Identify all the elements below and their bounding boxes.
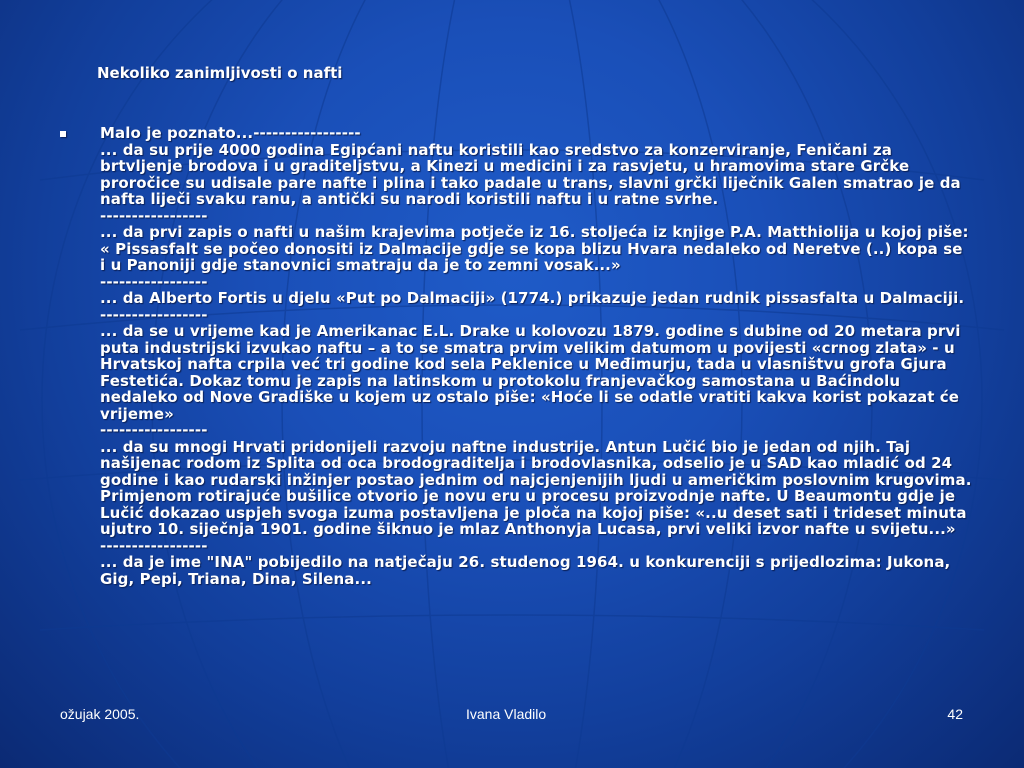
paragraph-5: ... da su mnogi Hrvati pridonijeli razvoju naftne industrije. Antun Lučić bio je jedan od njih. Taj našijenac rodom iz Splita od oca brodograditelja i brodovlasnika, odselio je u SAD kao mladić od 24 godine i kao rudarski inžinjer postao jednim od najcjenjenijih ljudi u američkim poslovnim krugovima. Primjenom rotirajuće bušilice otvorio je novu eru u procesu proizvodnje nafte. U Beaumontu gdje je Lučić dokazao uspjeh svoga izuma postavljena je ploča na kojoj piše: «..u deset sati i trideset minuta ujutro 10. siječnja 1901. godine šiknuo je mlaz Anthonyja Lucasa, prvi veliki izvor nafte u svijetu...» xyxy=(100,437,972,538)
bullet-square-icon xyxy=(60,131,66,137)
footer-page-number: 42 xyxy=(947,706,963,722)
paragraph-2: ... da prvi zapis o nafti u našim krajevima potječe iz 16. stoljeća iz knjige P.A. Matthiolija u kojoj piše: « Pissasfalt se počeo donositi iz Dalmacije gdje se kopa blizu Hvara nedaleko od Neretve (..) kopa se i u Panoniji gdje stanovnici smatraju da je to zemni vosak...» xyxy=(100,223,969,274)
paragraph-4: ... da se u vrijeme kad je Amerikanac E.L. Drake u kolovozu 1879. godine s dubine od 20 metara prvi puta industrijski izvukao naftu – a to se smatra prvim velikim datumom u povijesti «crnog zlata» - u Hrvatskoj nafta crpila već tri godine kod sela Peklenice u Međimurju, tada u vlasništvu grofa Gjura Festetića. Dokaz tomu je zapis na latinskom u protokolu franjevačkog samostana u Baćindolu nedaleko od Nove Gradiške u kojem uz ostalo piše: «Hoće li se odatle vratiti kakva korist pokazat će vrijeme» xyxy=(100,322,961,423)
paragraph-1: ... da su prije 4000 godina Egipćani naftu koristili kao sredstvo za konzerviranje, Feničani za brtvljenje brodova i u graditeljstvu, a Kinezi u medicini i za rasvjetu, u hramovima stare Grčke proročice su udisale pare nafte i plina i tako padale u trans, slavni grčki liječnik Galen smatrao je da nafta liječi svaku ranu, a antički su narodi koristili naftu i u ratne svrhe. xyxy=(100,140,961,208)
bullet-content xyxy=(100,125,972,587)
separator-1: ----------------- xyxy=(100,206,208,225)
footer-author: Ivana Vladilo xyxy=(466,706,547,722)
separator-5: ----------------- xyxy=(100,536,208,555)
paragraph-3: ... da Alberto Fortis u djelu «Put po Dalmaciji» (1774.) prikazuje jedan rudnik pissasfalta u Dalmaciji. xyxy=(100,289,965,307)
footer-date: ožujak 2005. xyxy=(60,706,140,722)
separator-4: ----------------- xyxy=(100,421,208,439)
separator-3: ----------------- xyxy=(100,305,208,324)
slide-title: Nekoliko zanimljivosti o nafti xyxy=(97,64,343,82)
separator-2: ----------------- xyxy=(100,272,208,291)
intro-line: Malo je poznato...----------------- xyxy=(100,124,361,142)
paragraph-6: ... da je ime "INA" pobijedilo na natječaju 26. studenog 1964. u konkurenciji s prijedlozima: Jukona, Gig, Pepi, Triana, Dina, Silena... xyxy=(100,553,951,588)
